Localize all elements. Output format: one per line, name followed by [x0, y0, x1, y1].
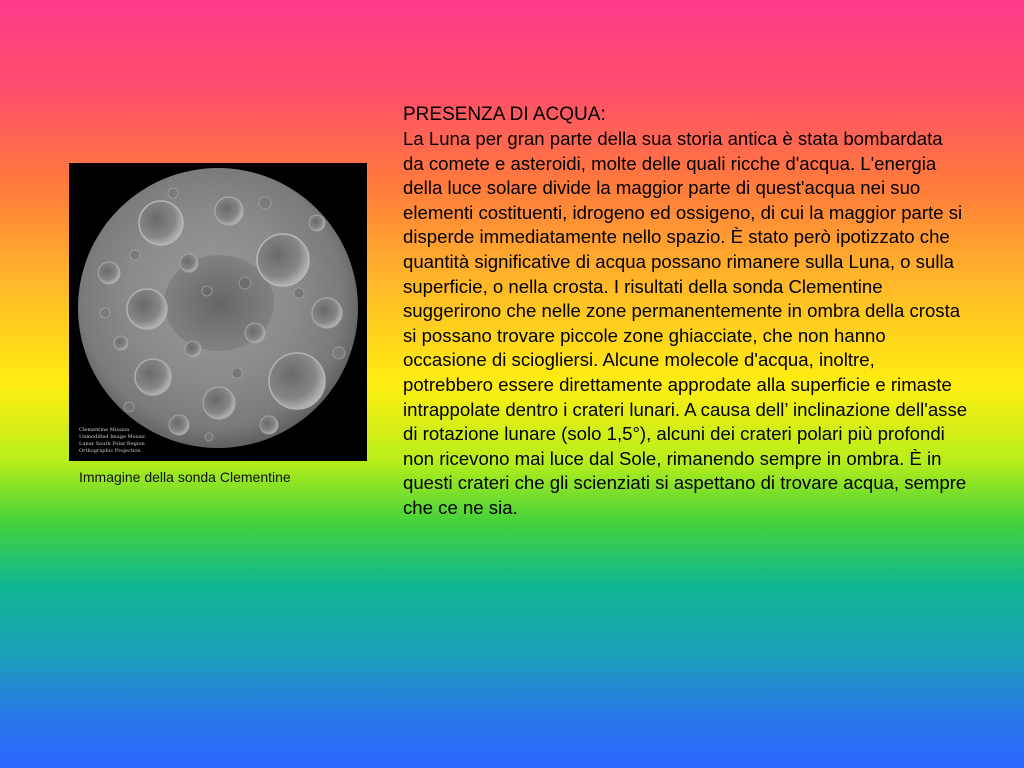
photo-label-line: Unmodified Image Mosaic: [79, 434, 146, 440]
text-block: [403, 103, 968, 521]
image-caption: Immagine della sonda Clementine: [79, 469, 291, 485]
slide-heading: PRESENZA DI ACQUA:: [403, 104, 606, 125]
moon-south-pole-icon: [69, 163, 367, 461]
slide-body-text: La Luna per gran parte della sua storia antica è stata bombardata da comete e asteroidi, molte delle quali ricche d'acqua. L'energia della luce solare divide la maggior parte di quest'acqua nei suo elementi costituenti, idrogeno ed ossigeno, di cui la maggior parte si disperde immediatamente nello spazio. È stato però ipotizzato che quantità significative di acqua possano rimanere sulla Luna, o sulla superficie, o nella crosta. I risultati della sonda Clementine suggerirono che nelle zone permanentemente in ombra della crosta si possano trovare piccole zone ghiacciate, che non hanno occasione di sciogliersi. Alcune molecole d'acqua, inoltre, potrebbero essere direttamente approdate alla superficie e rimaste intrappolate dentro i crateri lunari. A causa dell’ inclinazione dell'asse di rotazione lunare (solo 1,5°), alcuni dei crateri polari più profondi non ricevono mai luce dal Sole, rimanendo sempre in ombra. È in questi crateri che gli scienziati si aspettano di trovare acqua, sempre che ce ne sia.: [403, 128, 968, 518]
photo-label-line: Orthographic Projection: [79, 448, 141, 454]
moon-photo: [69, 163, 367, 461]
photo-label-line: Lunar South Polar Region: [79, 441, 145, 447]
photo-label-line: Clementine Mission: [79, 427, 130, 433]
